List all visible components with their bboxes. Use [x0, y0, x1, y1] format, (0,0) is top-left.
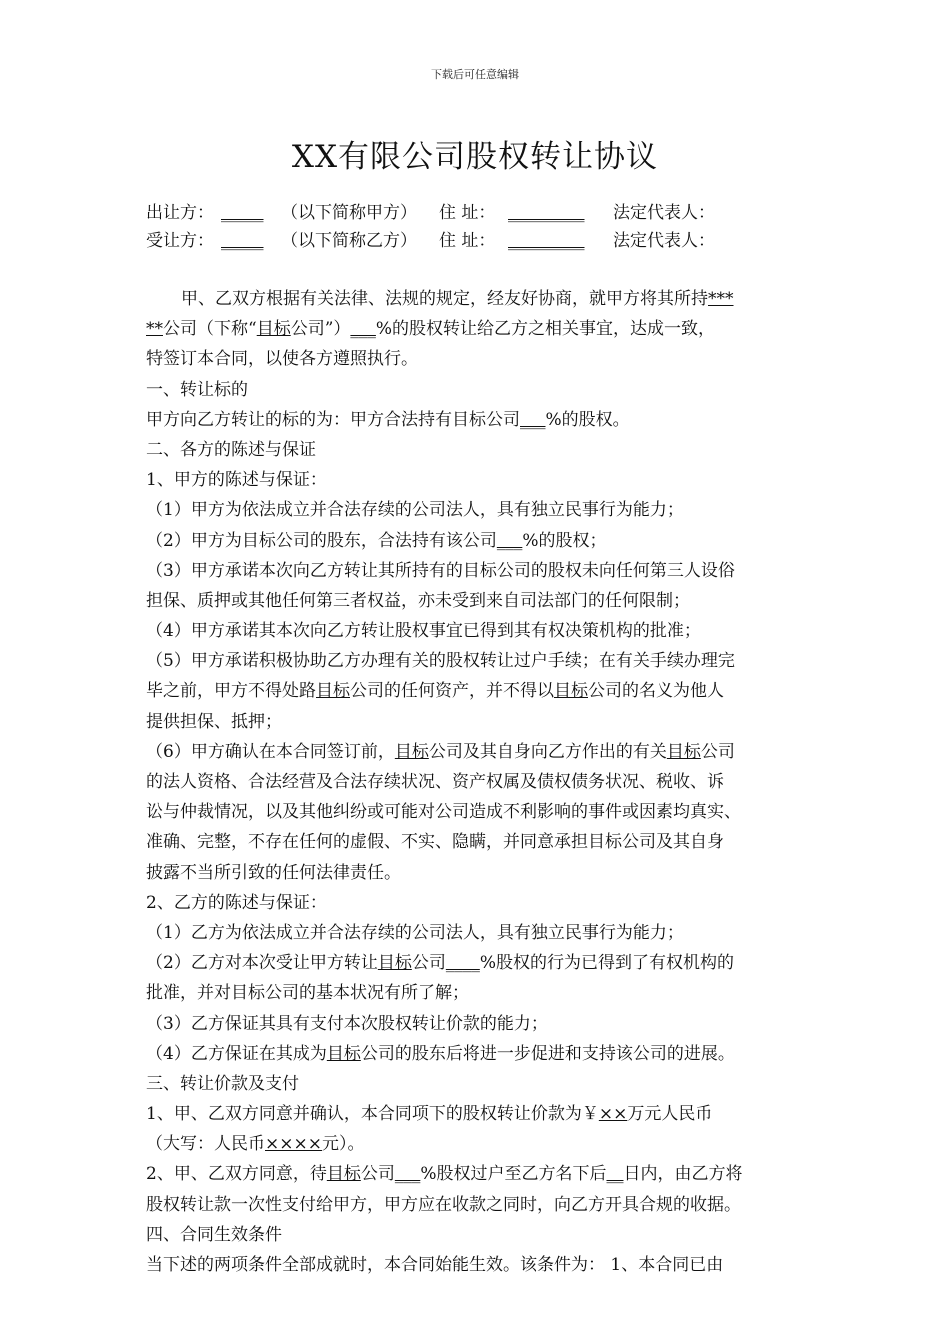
underlined-segment: ××: [598, 1104, 628, 1125]
underlined-segment: ___: [496, 530, 523, 551]
body-line: [146, 888, 826, 918]
text-segment: 当下述的两项条件全部成就时，本合同始能生效。该条件为： 1、本合同已由: [146, 1255, 724, 1275]
text-segment: 股权转让款一次性支付给甲方，甲方应在收款之同时，向乙方开具合规的收据。: [146, 1194, 741, 1215]
text-segment: （3）甲方承诺本次向乙方转让其所持有的目标公司的股权未向任何第三人设俗: [146, 560, 735, 581]
text-segment: 公司（下称“: [163, 319, 257, 340]
underlined-segment: 目标: [394, 741, 429, 762]
text-segment: %的股权。: [545, 409, 630, 430]
text-segment: （2）甲方为目标公司的股东，合法持有该公司: [146, 530, 497, 551]
body-line: [146, 284, 826, 314]
underlined-segment: ___: [394, 1164, 421, 1185]
legal-rep-label: 法定代表人：: [613, 203, 715, 223]
text-segment: 公司的名义为他人: [588, 681, 724, 702]
underlined-segment: 目标: [326, 1164, 361, 1185]
body-line: [146, 495, 826, 525]
text-segment: 公司”）: [290, 319, 351, 340]
body-line: [146, 1069, 826, 1099]
body-line: [146, 405, 826, 435]
text-segment: %的股权；: [522, 530, 607, 551]
text-segment: 甲方向乙方转让的标的为：甲方合法持有目标公司: [146, 409, 520, 430]
text-segment: 甲、乙双方根据有关法律、法规的规定，经友好协商，就甲方将其所持: [181, 289, 708, 309]
address-label: 住 址：: [439, 203, 496, 223]
text-segment: 公司: [360, 1164, 395, 1185]
body-line: [146, 1190, 826, 1220]
text-segment: 提供担保、抵押；: [146, 711, 282, 732]
underlined-segment: ***: [708, 289, 734, 309]
body-line: [146, 344, 826, 374]
address-label: 住 址：: [439, 231, 496, 251]
text-segment: %股权过户至乙方名下后: [420, 1164, 607, 1185]
text-segment: 准确、完整，不存在任何的虚假、不实、隐瞒，并同意承担目标公司及其自身: [146, 832, 724, 853]
text-segment: 公司: [700, 741, 735, 762]
text-segment: （2）乙方对本次受让甲方转让: [146, 953, 378, 974]
agreement-body: [146, 284, 826, 1280]
body-line: [146, 737, 826, 767]
text-segment: 1、甲方的陈述与保证：: [146, 470, 327, 491]
party-alias: （以下简称乙方）: [281, 231, 417, 251]
text-segment: （6）甲方确认在本合同签订前，: [146, 741, 395, 762]
text-segment: 2、甲、乙双方同意，待: [146, 1164, 327, 1185]
body-line: [146, 435, 826, 465]
party-name-blank: _____: [221, 231, 264, 251]
document-title: XX有限公司股权转让协议: [291, 139, 659, 175]
text-segment: 三、转让价款及支付: [146, 1073, 299, 1094]
body-line: [146, 1159, 826, 1189]
underlined-segment: ___: [350, 319, 376, 340]
party-name-blank: _____: [221, 203, 264, 223]
text-segment: 2、乙方的陈述与保证：: [146, 892, 327, 913]
legal-rep-label: 法定代表人：: [613, 231, 715, 251]
text-segment: （1）乙方为依法成立并合法存续的公司法人，具有独立民事行为能力；: [146, 922, 684, 943]
body-line: [146, 1220, 826, 1250]
body-line: [146, 556, 826, 586]
text-segment: 特签订本合同，以使各方遵照执行。: [146, 349, 418, 370]
text-segment: 讼与仲裁情况，以及其他纠纷或可能对公司造成不利影响的事件或因素均真实、: [146, 802, 741, 823]
body-line: [146, 375, 826, 405]
underlined-segment: 目标: [666, 741, 701, 762]
text-segment: （3）乙方保证其具有支付本次股权转让价款的能力；: [146, 1013, 548, 1034]
body-line: [146, 586, 826, 616]
body-line: [146, 948, 826, 978]
text-segment: 毕之前，甲方不得处路: [146, 681, 316, 702]
body-line: [146, 1009, 826, 1039]
body-line: [146, 616, 826, 646]
header-note: 下载后可任意编辑: [431, 68, 519, 81]
text-segment: （4）甲方承诺其本次向乙方转让股权事宜已得到其有权决策机构的批准；: [146, 621, 701, 642]
text-segment: 披露不当所引致的任何法律责任。: [146, 862, 401, 883]
body-line: [146, 526, 826, 556]
body-line: [146, 1250, 826, 1280]
text-segment: 公司: [411, 953, 446, 974]
party-alias: （以下简称甲方）: [281, 203, 417, 223]
underlined-segment: 目标: [377, 953, 412, 974]
underlined-segment: 目标: [326, 1043, 361, 1064]
text-segment: %股权的行为已得到了有权机构的: [479, 953, 734, 974]
body-line: [146, 676, 826, 706]
party-role: 出让方：: [146, 203, 214, 223]
text-segment: 批准，并对目标公司的基本状况有所了解；: [146, 983, 469, 1004]
body-line: [146, 465, 826, 495]
text-segment: 公司的任何资产，并不得以: [350, 681, 554, 702]
underlined-segment: __: [606, 1164, 624, 1185]
address-blank: _________: [508, 203, 585, 223]
body-line: [146, 827, 826, 857]
text-segment: %的股权转让给乙方之相关事宜，达成一致，: [375, 319, 716, 340]
text-segment: 一、转让标的: [146, 379, 248, 400]
text-segment: 担保、质押或其他任何第三者权益，亦未受到来自司法部门的任何限制；: [146, 590, 690, 611]
body-line: [146, 1039, 826, 1069]
text-segment: 二、各方的陈述与保证: [146, 439, 316, 460]
underlined-segment: 目标: [554, 681, 588, 702]
text-segment: 公司的股东后将进一步促进和支持该公司的进展。: [360, 1043, 735, 1064]
text-segment: 公司及其自身向乙方作出的有关: [428, 741, 667, 762]
text-segment: 日内，由乙方将: [623, 1164, 743, 1185]
party-role: 受让方：: [146, 231, 214, 251]
body-line: [146, 1129, 826, 1159]
underlined-segment: 目标: [256, 319, 291, 340]
underlined-segment: **: [146, 319, 163, 340]
underlined-segment: ___: [520, 409, 546, 430]
text-segment: （5）甲方承诺积极协助乙方办理有关的股权转让过户手续；在有关手续办理完: [146, 651, 735, 672]
text-segment: 万元人民币: [627, 1104, 713, 1125]
body-line: [146, 314, 826, 344]
underlined-segment: ____: [445, 953, 480, 974]
body-line: [146, 918, 826, 948]
text-segment: （4）乙方保证在其成为: [146, 1043, 327, 1064]
body-line: [146, 767, 826, 797]
body-line: [146, 978, 826, 1008]
address-blank: _________: [508, 231, 585, 251]
body-line: [146, 797, 826, 827]
text-segment: 1、甲、乙双方同意并确认，本合同项下的股权转让价款为￥: [146, 1104, 599, 1125]
text-segment: 的法人资格、合法经营及合法存续状况、资产权属及债权债务状况、税收、诉: [146, 772, 724, 792]
text-segment: 元）。: [321, 1134, 365, 1155]
text-segment: 四、合同生效条件: [146, 1224, 282, 1245]
body-line: [146, 858, 826, 888]
text-segment: （大写：人民币: [146, 1134, 265, 1155]
body-line: [146, 1099, 826, 1129]
underlined-segment: 目标: [316, 681, 350, 702]
text-segment: （1）甲方为依法成立并合法存续的公司法人，具有独立民事行为能力；: [146, 500, 684, 521]
underlined-segment: ××××: [265, 1134, 322, 1155]
body-line: [146, 707, 826, 737]
body-line: [146, 646, 826, 676]
